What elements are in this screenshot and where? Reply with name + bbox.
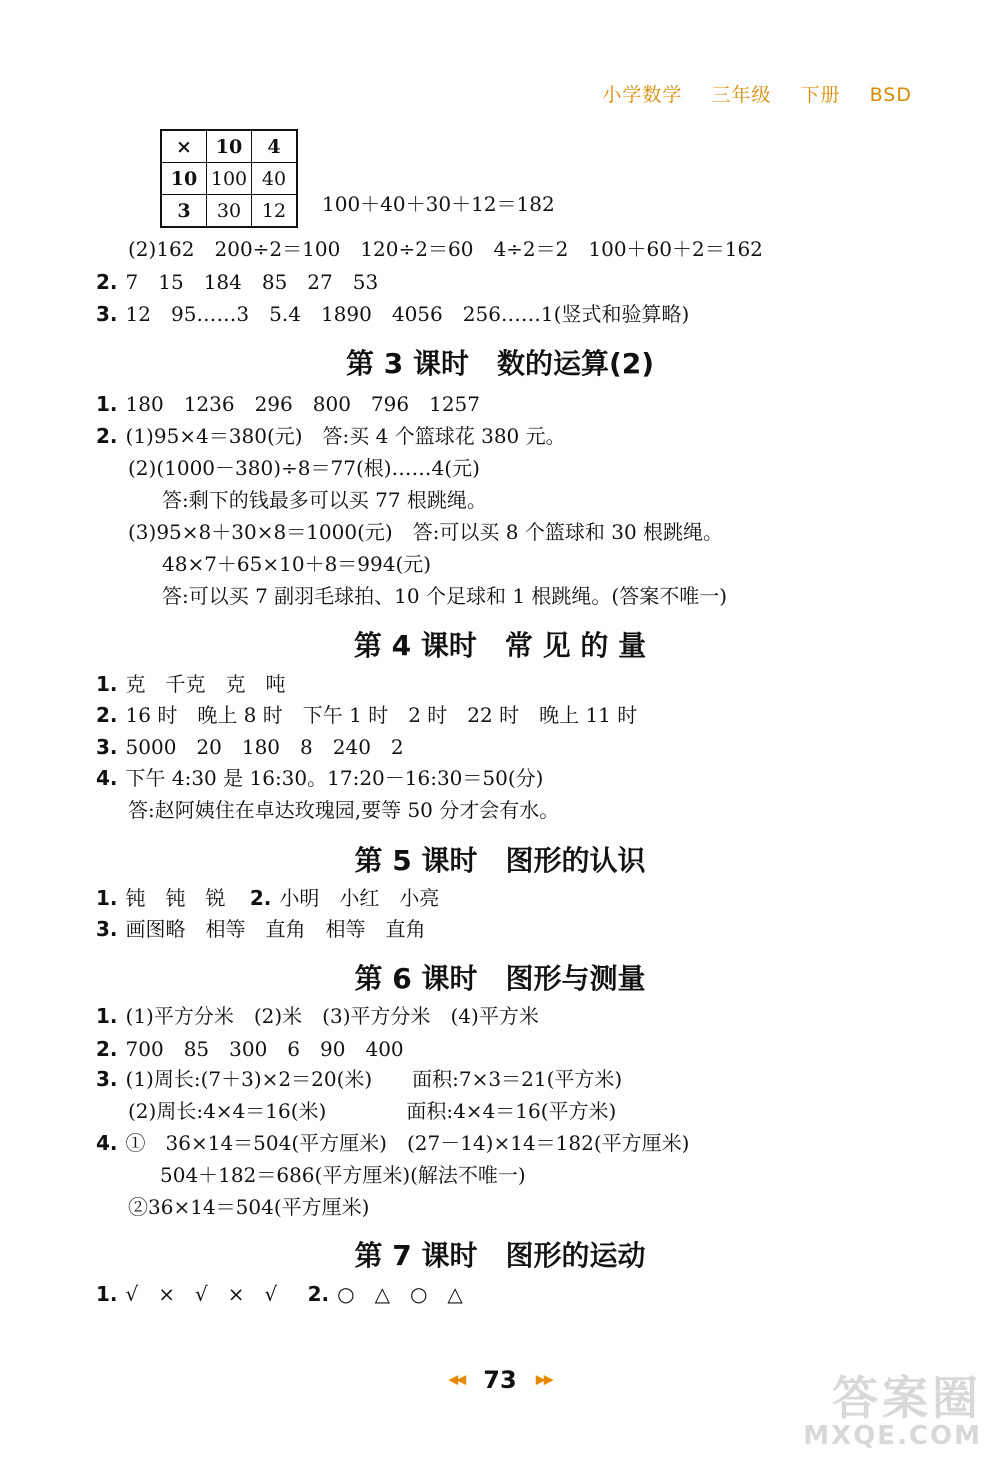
answer-text: (1)95×4＝380(元) 答:买 4 个篮球花 380 元。: [125, 424, 566, 448]
section-title: 第 3 课时 数的运算(2): [345, 347, 655, 380]
table-cell: 10: [161, 163, 207, 195]
left-arrows-icon: ◀◀: [448, 1372, 465, 1388]
question-number: 3.: [96, 302, 118, 326]
table-cell: 40: [252, 163, 298, 195]
question-number: 2.: [96, 270, 118, 294]
table-cell: 12: [252, 195, 298, 228]
table-cell: ×: [161, 130, 207, 163]
answer-line: [96, 1002, 539, 1030]
answer-text: (1)周长:(7＋3)×2＝20(米) 面积:7×3＝21(平方米): [125, 1067, 623, 1091]
answer-text: 画图略 相等 直角 相等 直角: [125, 917, 426, 941]
table-cell: 30: [207, 195, 252, 228]
question-number: 1.: [96, 1004, 118, 1028]
answer-text: √ × √ × √: [125, 1282, 278, 1306]
answer-text: 12 95……3 5.4 1890 4056 256……1(竖式和验算略): [125, 302, 690, 326]
answer-line: (2)周长:4×4＝16(米) 面积:4×4＝16(平方米): [128, 1099, 617, 1123]
answer-text: 小明 小红 小亮: [279, 886, 440, 910]
answer-line: ②36×14＝504(平方厘米): [128, 1195, 370, 1219]
question-number: 2.: [96, 703, 118, 727]
table-row: [161, 130, 297, 163]
answer-line: 答:赵阿姨住在卓达玫瑰园,要等 50 分才会有水。: [128, 798, 560, 822]
answer-text: ① 36×14＝504(平方厘米) (27－14)×14＝182(平方厘米): [125, 1131, 690, 1155]
answer-line: [96, 733, 404, 761]
answer-line: 答:可以买 7 副羽毛球拍、10 个足球和 1 根跳绳。(答案不唯一): [162, 584, 728, 608]
watermark-url: MXQE.COM: [803, 1421, 982, 1451]
answer-line: [96, 300, 689, 328]
section-title: 第 4 课时 常 见 的 量: [353, 629, 647, 662]
answer-line: (3)95×8＋30×8＝1000(元) 答:可以买 8 个篮球和 30 根跳绳。: [128, 520, 724, 544]
answer-text: 5000 20 180 8 240 2: [125, 735, 404, 759]
answer-line: (2)(1000－380)÷8＝77(根)……4(元): [128, 456, 480, 480]
header-grade: 三年级: [711, 84, 772, 106]
question-number: 2.: [249, 886, 272, 910]
answer-line: [96, 670, 286, 698]
question-number: 4.: [96, 1131, 118, 1155]
answer-line: 答:剩下的钱最多可以买 77 根跳绳。: [162, 488, 487, 512]
answer-line: [96, 422, 566, 450]
table-cell: 100: [207, 163, 252, 195]
answer-line: [96, 1035, 404, 1063]
answer-text: 700 85 300 6 90 400: [125, 1037, 404, 1061]
header-volume: 下册: [800, 84, 841, 106]
watermark-logo: 答案圈: [832, 1371, 982, 1425]
page-number: 73: [483, 1366, 517, 1394]
header-edition: BSD: [869, 84, 912, 106]
question-number: 3.: [96, 735, 118, 759]
table-cell: 3: [161, 195, 207, 228]
answer-text: ○ △ ○ △: [337, 1282, 463, 1306]
answer-text: 7 15 184 85 27 53: [125, 270, 379, 294]
answer-line: (2)162 200÷2＝100 120÷2＝60 4÷2＝2 100＋60＋2＝162: [128, 237, 763, 261]
answer-line: [96, 915, 426, 943]
answer-text: 钝 钝 锐: [125, 886, 226, 910]
question-number: 1.: [96, 1282, 118, 1306]
multiplication-table: [160, 129, 298, 228]
answer-text: (1)平方分米 (2)米 (3)平方分米 (4)平方米: [125, 1004, 539, 1028]
question-number: 2.: [96, 1037, 118, 1061]
question-number: 2.: [96, 424, 118, 448]
answer-text: 180 1236 296 800 796 1257: [125, 392, 481, 416]
answer-line: [96, 764, 543, 792]
answer-text: 克 千克 克 吨: [125, 672, 286, 696]
table-sum: 100＋40＋30＋12＝182: [322, 192, 555, 216]
watermark: [803, 1371, 982, 1451]
question-number: 3.: [96, 917, 118, 941]
question-number: 3.: [96, 1067, 118, 1091]
section-title: 第 7 课时 图形的运动: [354, 1239, 646, 1272]
page-header: [602, 80, 912, 107]
table-cell: 4: [252, 130, 298, 163]
question-number: 1.: [96, 392, 118, 416]
answer-line: [96, 1065, 622, 1093]
right-arrows-icon: ▶▶: [535, 1372, 552, 1388]
answer-line: [96, 1129, 689, 1157]
answer-text: 16 时 晚上 8 时 下午 1 时 2 时 22 时 晚上 11 时: [125, 703, 638, 727]
answer-line: 48×7＋65×10＋8＝994(元): [162, 552, 432, 576]
answer-line: [96, 390, 480, 418]
answer-line: [96, 701, 637, 729]
section-title: 第 6 课时 图形与测量: [354, 962, 646, 995]
header-subject: 小学数学: [602, 84, 683, 106]
question-number: 2.: [307, 1282, 330, 1306]
table-row: [161, 163, 297, 195]
answer-line: [96, 884, 439, 912]
answer-line: [96, 1280, 463, 1308]
section-title: 第 5 课时 图形的认识: [354, 844, 646, 877]
table-cell: 10: [207, 130, 252, 163]
answer-line: [96, 268, 378, 296]
answer-text: 下午 4:30 是 16:30。17:20－16:30＝50(分): [125, 766, 544, 790]
answer-line: 504＋182＝686(平方厘米)(解法不唯一): [160, 1163, 526, 1187]
question-number: 1.: [96, 672, 118, 696]
question-number: 1.: [96, 886, 118, 910]
table-row: [161, 195, 297, 228]
question-number: 4.: [96, 766, 118, 790]
